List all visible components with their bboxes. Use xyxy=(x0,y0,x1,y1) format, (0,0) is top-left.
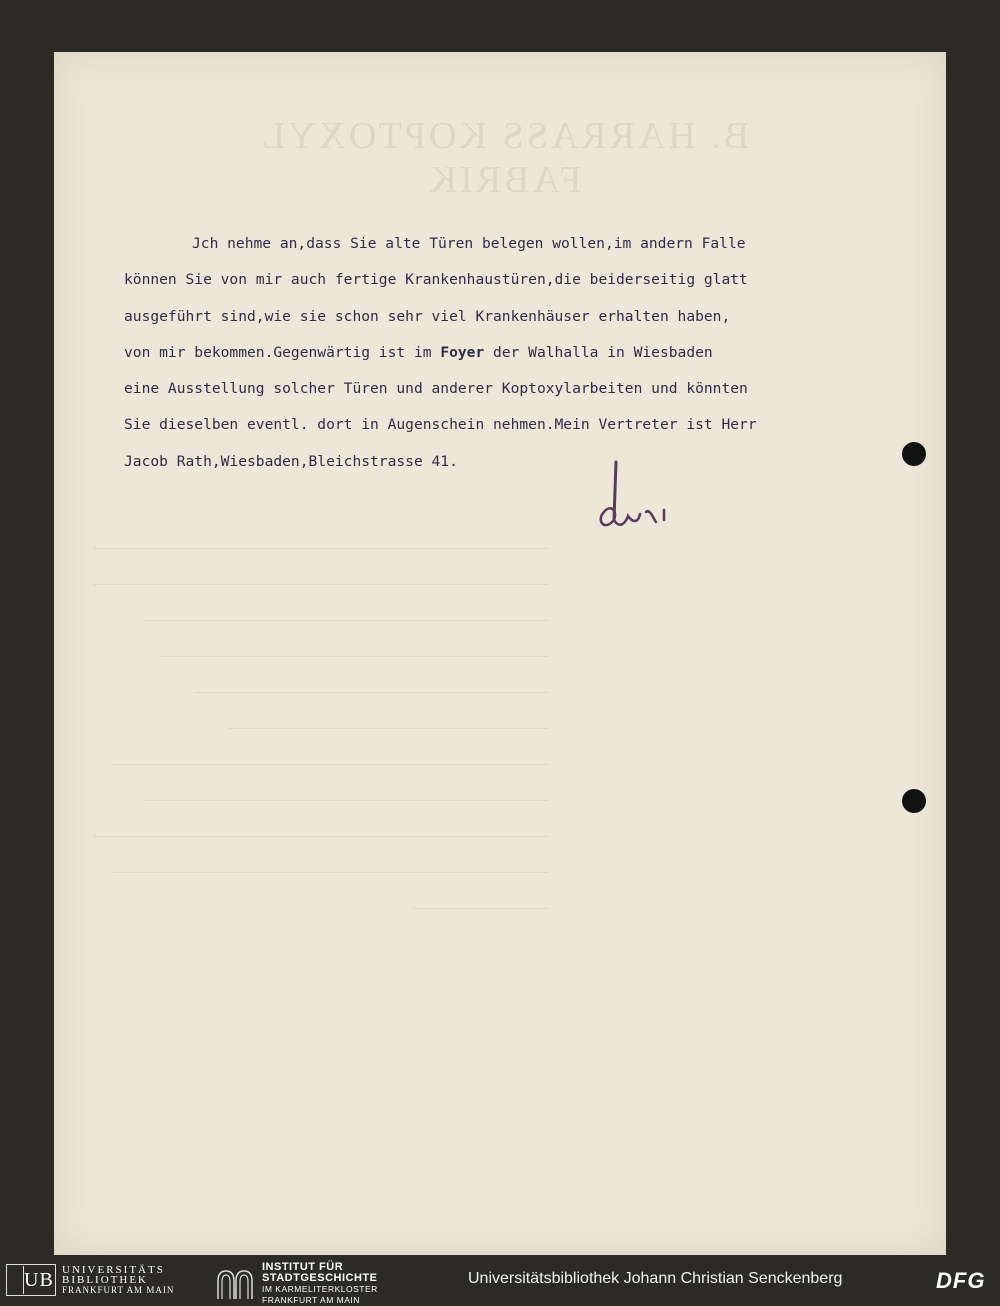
letter-line: Jacob Rath,Wiesbaden,Bleichstrasse 41. xyxy=(124,452,458,470)
letter-line: eine Ausstellung solcher Türen und anderer Koptoxylarbeiten und könnten xyxy=(124,380,748,398)
inst-line3: IM KARMELITERKLOSTER xyxy=(262,1284,378,1294)
letter-line: ausgeführt sind,wie sie schon sehr viel Krankenhäuser erhalten haben, xyxy=(124,307,731,325)
ub-logo-letters: UB xyxy=(24,1268,54,1291)
letter-line: können Sie von mir auch fertige Krankenhaustüren,die beiderseitig glatt xyxy=(124,271,748,289)
ub-line1: UNIVERSITÄTS xyxy=(62,1264,165,1276)
arches-icon xyxy=(214,1267,254,1301)
letter-line: Sie dieselben eventl. dort in Augenschein nehmen.Mein Vertreter ist Herr xyxy=(124,416,757,434)
ub-logo-text xyxy=(62,1265,174,1295)
handwritten-signature xyxy=(594,454,674,544)
inst-line4: FRANKFURT AM MAIN xyxy=(262,1295,360,1305)
punch-hole-top xyxy=(902,442,926,466)
letter-line-part: von mir bekommen.Gegenwärtig ist im xyxy=(124,343,441,361)
ub-line2: BIBLIOTHEK xyxy=(62,1274,148,1286)
institute-logo[interactable] xyxy=(214,1262,378,1306)
footer-bar xyxy=(0,1256,1000,1304)
letter-line xyxy=(124,335,924,371)
letter-line: Jch nehme an,dass Sie alte Türen belegen wollen,im andern Falle xyxy=(192,235,746,252)
ub-logo[interactable] xyxy=(6,1264,174,1296)
letter-line-bold-word: Foyer xyxy=(440,343,485,361)
ub-line3: FRANKFURT AM MAIN xyxy=(62,1285,175,1295)
ub-logo-mark xyxy=(6,1264,56,1296)
inst-line1: INSTITUT FÜR xyxy=(262,1261,344,1273)
show-through-letterhead: B. HARRASS KOPTOXYL FABRIK xyxy=(258,115,750,201)
dfg-logo[interactable]: DFG xyxy=(936,1268,986,1293)
show-through-text: ────────────────────────────────────────────────────── ────────────────────────────────────────────────────── ──────────────────────────────────────────────── ────────────────────────────────────────────── ────────────────────────────────────────── ────────────────────────────────────── ──────────────────────────────────────────────────── ──────────────────────────────────────────────── ────────────────────────────────────────────────────── ──────────────────────────────────────────────────── ──────────────── xyxy=(94,542,548,918)
letter-line-part: der Walhalla in Wiesbaden xyxy=(484,343,713,361)
goethe-head-icon xyxy=(7,1266,24,1294)
letter-body xyxy=(124,226,924,480)
letter-page xyxy=(54,52,946,1255)
institute-text xyxy=(262,1262,378,1306)
library-title[interactable]: Universitätsbibliothek Johann Christian Senckenberg xyxy=(468,1270,843,1287)
punch-hole-bottom xyxy=(902,789,926,813)
inst-line2: STADTGESCHICHTE xyxy=(262,1272,378,1284)
